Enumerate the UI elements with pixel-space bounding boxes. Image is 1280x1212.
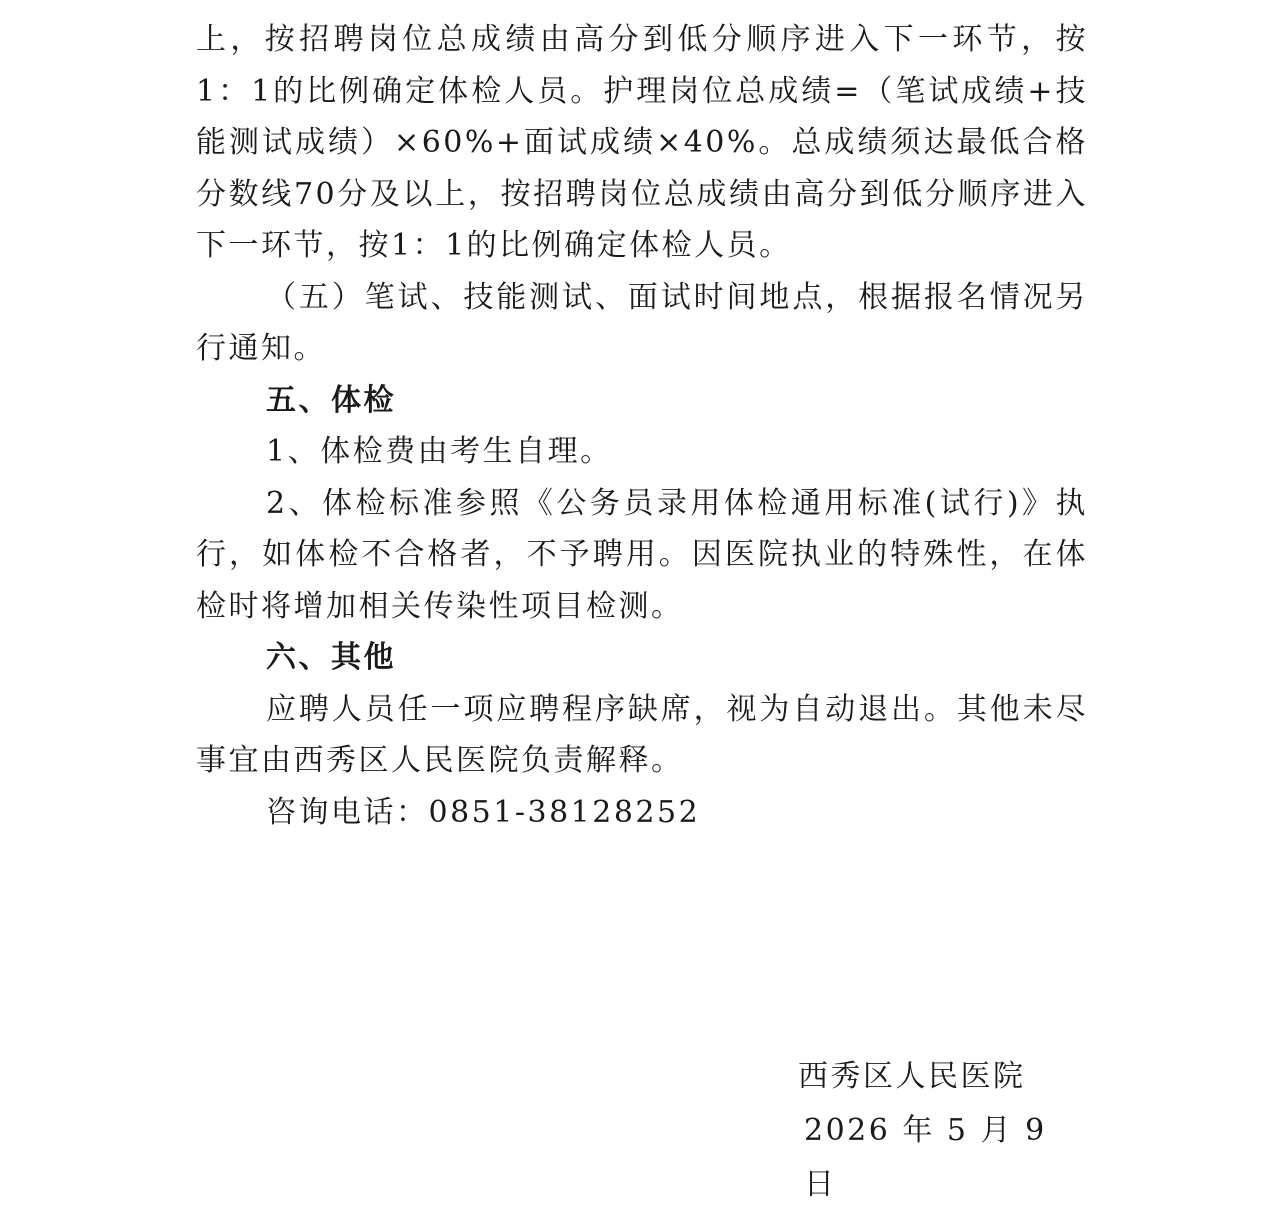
contact-phone: 咨询电话：0851-38128252 bbox=[266, 794, 701, 830]
document-body bbox=[196, 14, 1088, 838]
signature-date: 2026 年 5 月 9 日 bbox=[804, 1113, 1047, 1202]
paragraph-score-rules: 上，按招聘岗位总成绩由高分到低分顺序进入下一环节，按1：1的比例确定体检人员。护理岗位总成绩=（笔试成绩+技能测试成绩）×60%+面试成绩×40%。总成绩须达最低合格分数线70分及以上，按招聘岗位总成绩由高分到低分顺序进入下一环节，按1：1的比例确定体检人员。 bbox=[196, 22, 1088, 263]
list-item-exam-fee: 1、体检费由考生自理。 bbox=[266, 434, 613, 469]
paragraph-exam-schedule: （五）笔试、技能测试、面试时间地点，根据报名情况另行通知。 bbox=[196, 279, 1088, 366]
section-heading-other: 六、其他 bbox=[266, 640, 396, 675]
list-item-exam-standard: 2、体检标准参照《公务员录用体检通用标准(试行)》执行，如体检不合格者，不予聘用。因医院执业的特殊性，在体检时将增加相关传染性项目检测。 bbox=[196, 485, 1088, 624]
paragraph-other-notes: 应聘人员任一项应聘程序缺席，视为自动退出。其他未尽事宜由西秀区人民医院负责解释。 bbox=[196, 691, 1088, 778]
section-heading-medical-exam: 五、体检 bbox=[266, 382, 396, 418]
signature-organization: 西秀区人民医院 bbox=[798, 1059, 1026, 1094]
signature-block bbox=[780, 1050, 1080, 1212]
